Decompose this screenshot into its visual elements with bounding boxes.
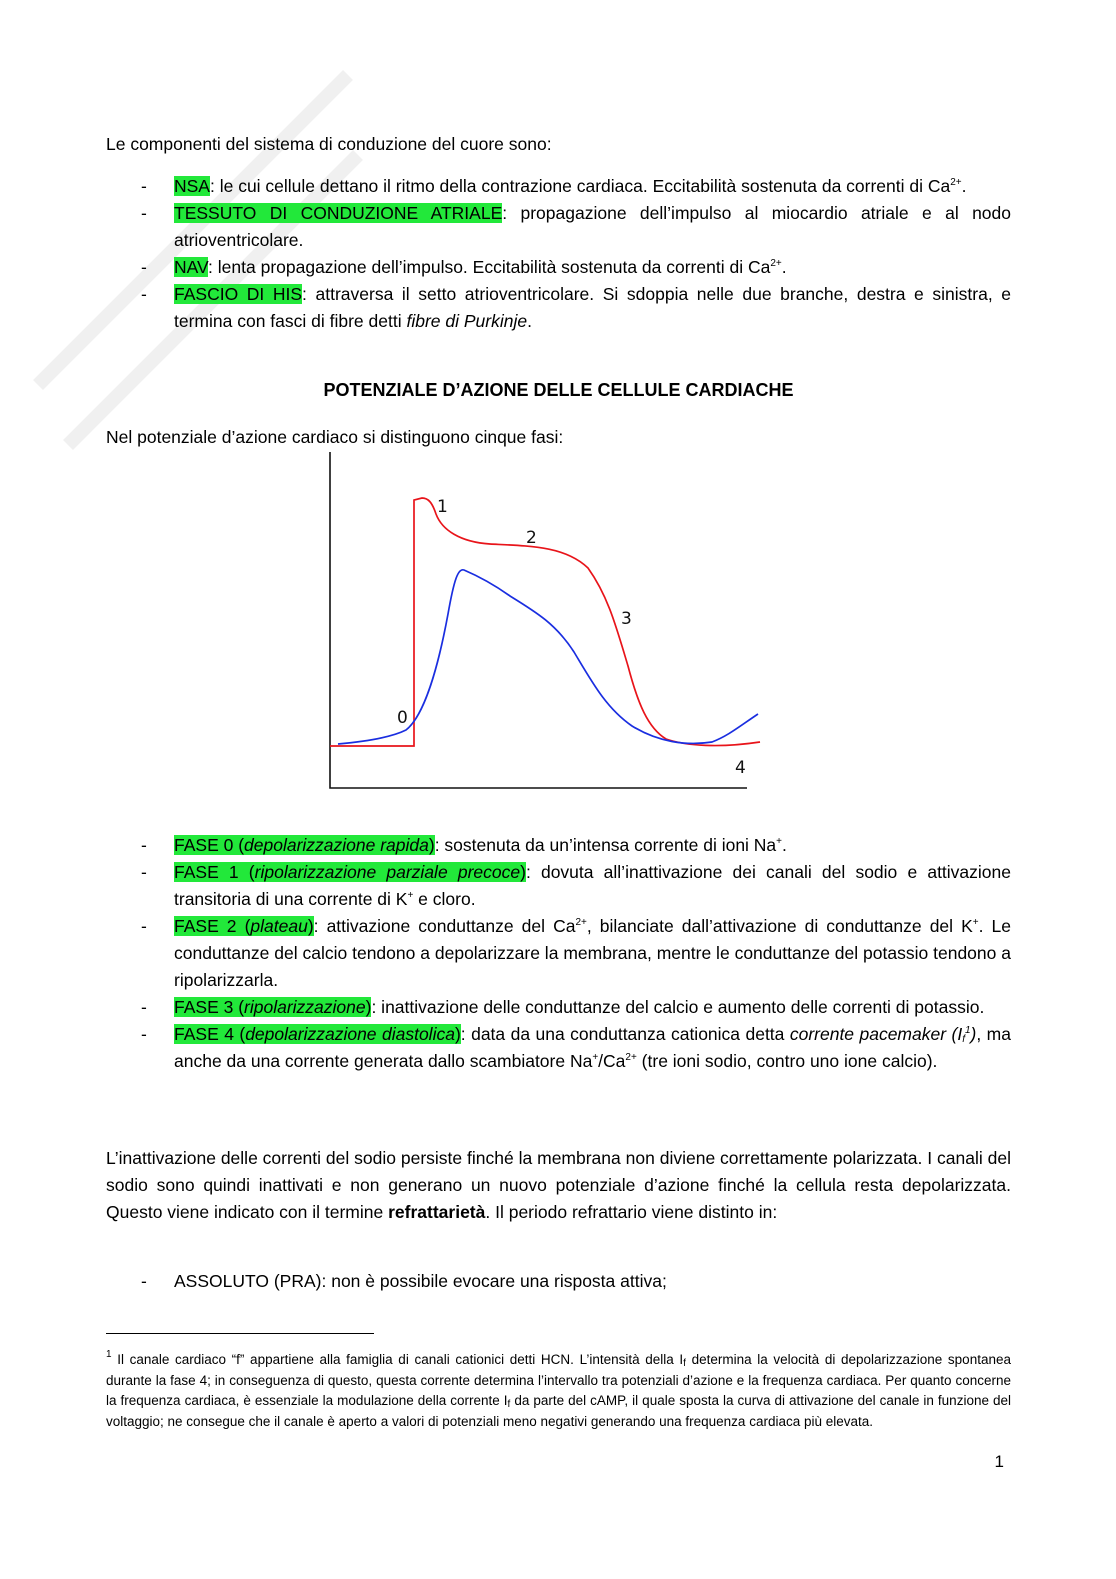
list-dash: - [141, 176, 147, 196]
item-text: : propagazione dell’impulso al miocardio atriale e al nodo atrioventricolare. [174, 203, 1012, 250]
item-text-end: . [782, 835, 787, 855]
footnote-divider [106, 1333, 374, 1334]
phase-label-0: 0 [397, 708, 408, 728]
item-text-end: . [961, 176, 967, 196]
action-potential-figure [320, 446, 770, 796]
superscript: + [972, 917, 979, 928]
phase-label: FASE 0 ( [174, 835, 245, 855]
list-dash: - [141, 862, 147, 882]
item-text: : data da una conduttanza cationica detta [460, 1024, 790, 1044]
paragraph-text-end: . Il periodo refrattario viene distinto in: [485, 1202, 778, 1222]
list-dash: - [141, 997, 147, 1017]
phase-label-close: ) [307, 916, 314, 936]
list-item [106, 1021, 1011, 1075]
list-item [106, 994, 1011, 1021]
item-text: : attraversa il setto atrioventricolare. Si sdoppia nelle due branche, destra e sinistra, e termina con fasci di fibre detti [174, 284, 1012, 331]
item-text: ASSOLUTO (PRA): non è possibile evocare una risposta attiva; [174, 1271, 667, 1291]
highlight-term: TESSUTO DI CONDUZIONE ATRIALE [174, 203, 503, 223]
phase-label: FASE 3 ( [174, 997, 245, 1017]
phase-name: plateau [250, 916, 308, 936]
subscript: f [962, 1034, 965, 1045]
item-text: : dovuta all’inattivazione dei canali del sodio e attivazione transitoria di una corrente di K [174, 862, 1011, 909]
phase-label-3: 3 [621, 609, 632, 629]
phase-name: depolarizzazione diastolica [245, 1024, 455, 1044]
highlight-term: NAV [174, 257, 209, 277]
list-dash: - [141, 1271, 147, 1291]
list-item [106, 200, 1011, 254]
list-item [106, 859, 1011, 913]
item-text-end: . [781, 257, 787, 277]
item-text-mid: , ma anche da una corrente generata dallo scambiatore Na [174, 1024, 1011, 1071]
phase-name: ripolarizzazione [244, 997, 366, 1017]
page-number: 1 [994, 1452, 1004, 1471]
phase-label-close: ) [365, 997, 372, 1017]
intro-text: Le componenti del sistema di conduzione del cuore sono: [106, 134, 552, 154]
italic-term-close: ) [970, 1024, 977, 1044]
phase-label: FASE 2 ( [174, 916, 251, 936]
italic-term: corrente pacemaker (I [789, 1024, 963, 1044]
item-text-end: . [527, 311, 532, 331]
list-item [106, 254, 1011, 281]
highlight-term [174, 997, 371, 1017]
paragraph-text: L’inattivazione delle correnti del sodio persiste finché la membrana non diviene correttamente polarizzata. I canali del sodio sono quindi inattivati e non generano un nuovo potenziale d’azione finché la cellula resta depolarizzata. Questo viene indicato con il termine [106, 1148, 1011, 1222]
highlight-term [174, 862, 526, 882]
item-text-mid: , bilanciate dall’attivazione di conduttanze del K [586, 916, 973, 936]
phase-label: FASE 4 ( [174, 1024, 246, 1044]
ventricular-potential-curve [330, 498, 760, 746]
refractoriness-paragraph [106, 1145, 1011, 1226]
subscript: f [507, 1399, 511, 1410]
list-dash: - [141, 203, 147, 223]
item-text: : lenta propagazione dell’impulso. Eccitabilità sostenuta da correnti di Ca [208, 257, 771, 277]
italic-term: fibre di Purkinje [406, 311, 528, 331]
highlight-term: FASCIO DI HIS [174, 284, 303, 304]
bold-term: refrattarietà [388, 1202, 486, 1222]
list-item [106, 832, 1011, 859]
item-text: : attivazione conduttanze del Ca [313, 916, 576, 936]
superscript: 2+ [625, 1052, 637, 1063]
list-dash: - [141, 835, 147, 855]
phases-list [106, 832, 1011, 1075]
superscript: + [592, 1052, 599, 1063]
footnote-text: determina la velocità di depolarizzazione spontanea durante la fase 4; in conseguenza di questo, questa corrente determina l’intervallo tra potenziali d’azione e la frequenza cardiaca. Per quanto concerne la frequenza cardiaca, è essenziale la modulazione della corrente I [106, 1352, 1011, 1408]
list-item [106, 173, 1011, 200]
footnote [106, 1350, 1011, 1432]
highlight-term [174, 916, 314, 936]
item-text: : le cui cellule dettano il ritmo della contrazione cardiaca. Eccitabilità sostenuta da correnti di Ca [209, 176, 951, 196]
list-item [106, 913, 1011, 994]
phase-label-2: 2 [526, 528, 537, 548]
list-item [106, 281, 1011, 335]
phase-labels [397, 497, 746, 778]
footnote-ref[interactable]: 1 [964, 1025, 971, 1036]
item-text-end: . Le conduttanze del calcio tendono a depolarizzare la membrana, mentre le conduttanze del potassio tendono a ripolarizzarla. [174, 916, 1011, 990]
footnote-text: Il canale cardiaco “f” appartiene alla famiglia di canali cationici detti HCN. L’intensità della I [111, 1352, 684, 1367]
phase-label: FASE 1 ( [174, 862, 255, 882]
phase-name: ripolarizzazione parziale precoce [254, 862, 521, 882]
phase-label-close: ) [520, 862, 526, 882]
phase-name: depolarizzazione rapida [244, 835, 429, 855]
phase-label-close: ) [454, 1024, 461, 1044]
list-dash: - [141, 284, 147, 304]
superscript: + [407, 890, 414, 901]
highlight-term [174, 835, 435, 855]
list-dash: - [141, 916, 147, 936]
phase-label-1: 1 [437, 497, 448, 517]
phase-label-close: ) [428, 835, 435, 855]
superscript: + [776, 836, 783, 847]
components-list [106, 173, 1011, 335]
list-item [106, 1268, 1011, 1295]
superscript: 2+ [950, 177, 962, 188]
highlight-term: NSA [174, 176, 210, 196]
item-text: : inattivazione delle conduttanze del calcio e aumento delle correnti di potassio. [371, 997, 985, 1017]
section-title: POTENZIALE D’AZIONE DELLE CELLULE CARDIACHE [323, 380, 794, 400]
superscript: 2+ [575, 917, 587, 928]
refractory-list [106, 1268, 1011, 1295]
subscript: f [683, 1358, 686, 1369]
item-text-end: (tre ioni sodio, contro uno ione calcio). [636, 1051, 938, 1071]
highlight-term [174, 1024, 461, 1044]
item-text: : sostenuta da un’intensa corrente di ioni Na [434, 835, 777, 855]
list-dash: - [141, 257, 147, 277]
phases-intro-text: Nel potenziale d’azione cardiaco si distinguono cinque fasi: [106, 427, 564, 447]
footnote-number: 1 [106, 1349, 112, 1360]
superscript: 2+ [770, 258, 782, 269]
figure-axes [330, 452, 747, 788]
item-text-mid: /Ca [598, 1051, 626, 1071]
item-text-end: e cloro. [413, 889, 476, 909]
phase-label-4: 4 [735, 758, 746, 778]
list-dash: - [141, 1024, 147, 1044]
footnote-text: da parte del cAMP, il quale sposta la curva di attivazione del canale in funzione del voltaggio; ne consegue che il canale è aperto a valori di potenziali meno negativi generando una frequenza cardiaca più elevata. [106, 1393, 1011, 1429]
